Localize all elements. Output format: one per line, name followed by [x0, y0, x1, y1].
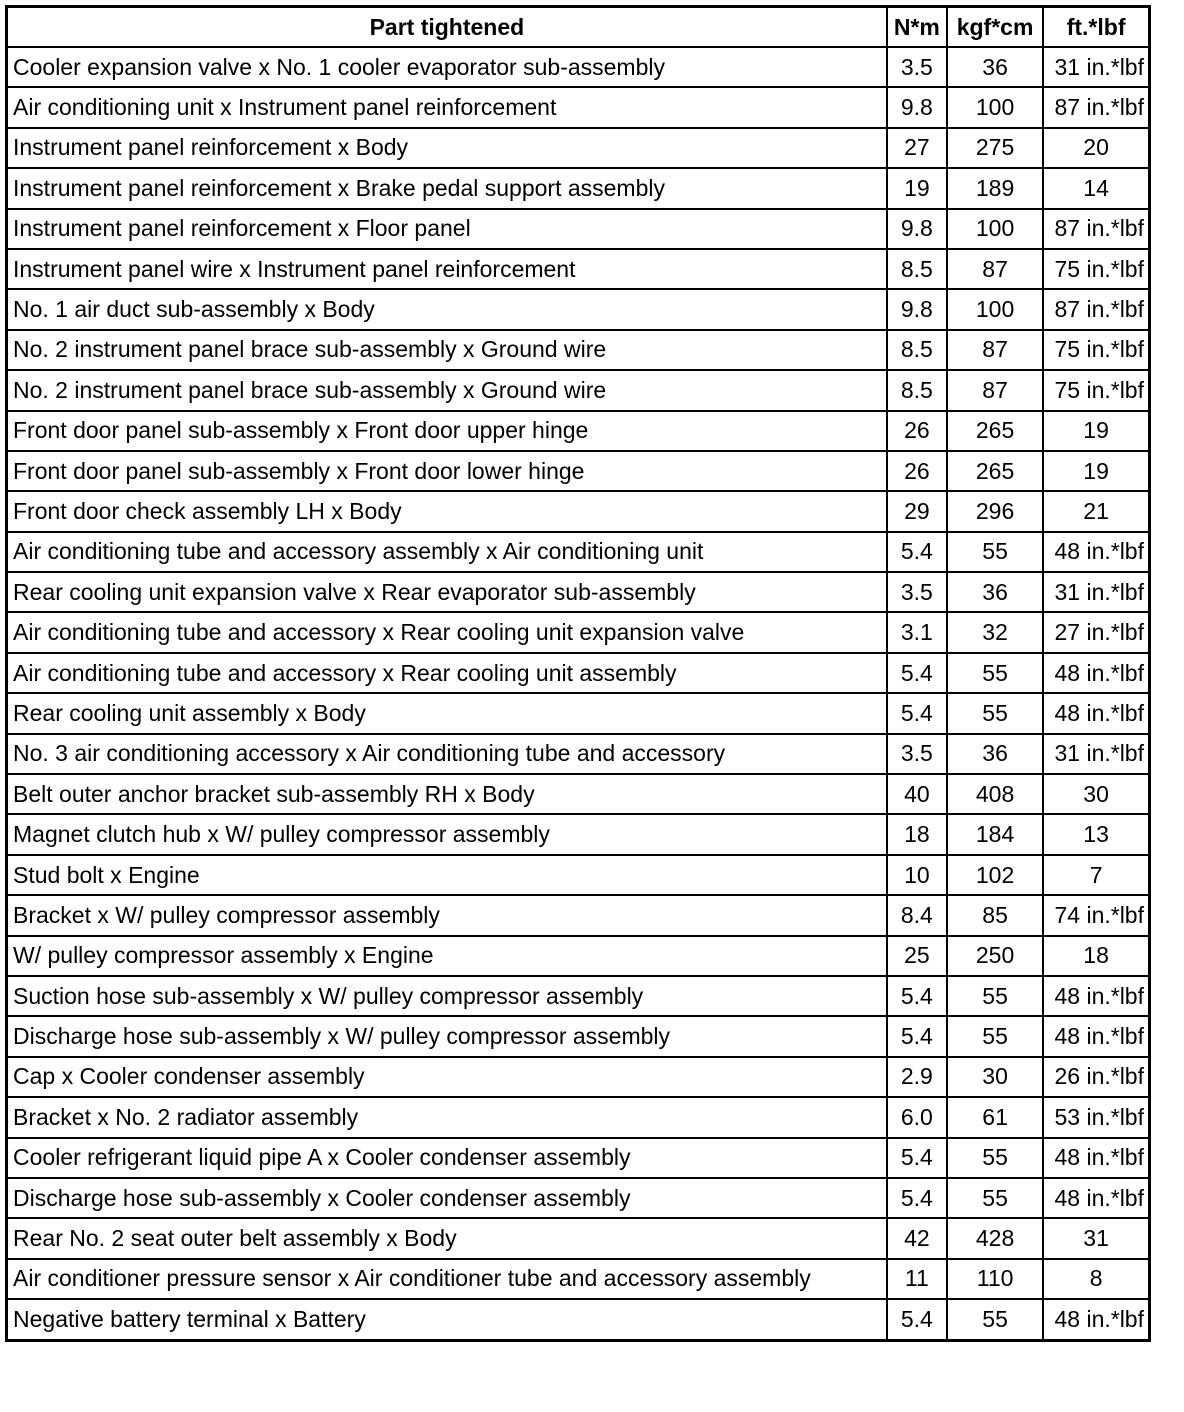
part-tightened-cell: No. 2 instrument panel brace sub-assembly x Ground wire	[7, 330, 887, 370]
torque-ft-lbf-cell: 87 in.*lbf	[1043, 87, 1149, 127]
torque-ft-lbf-cell: 48 in.*lbf	[1043, 653, 1149, 693]
torque-nm-cell: 18	[887, 814, 947, 854]
table-header	[7, 7, 1150, 48]
torque-nm-cell: 5.4	[887, 1016, 947, 1056]
torque-ft-lbf-cell: 30	[1043, 774, 1149, 814]
table-row	[7, 1138, 1150, 1178]
torque-nm-cell: 9.8	[887, 87, 947, 127]
table-row	[7, 895, 1150, 935]
torque-nm-cell: 6.0	[887, 1097, 947, 1137]
table-row	[7, 128, 1150, 168]
part-tightened-cell: Magnet clutch hub x W/ pulley compressor assembly	[7, 814, 887, 854]
torque-kgf-cell: 55	[947, 1016, 1043, 1056]
table-body	[7, 47, 1150, 1340]
table-row	[7, 774, 1150, 814]
torque-nm-cell: 5.4	[887, 532, 947, 572]
torque-nm-cell: 40	[887, 774, 947, 814]
part-tightened-cell: Air conditioning tube and accessory assembly x Air conditioning unit	[7, 532, 887, 572]
header-kgf-cm: kgf*cm	[947, 7, 1043, 48]
part-tightened-cell: Air conditioning tube and accessory x Rear cooling unit expansion valve	[7, 612, 887, 652]
torque-nm-cell: 42	[887, 1218, 947, 1258]
torque-nm-cell: 5.4	[887, 976, 947, 1016]
torque-kgf-cell: 36	[947, 734, 1043, 774]
torque-ft-lbf-cell: 8	[1043, 1259, 1149, 1299]
torque-ft-lbf-cell: 75 in.*lbf	[1043, 249, 1149, 289]
table-row	[7, 1259, 1150, 1299]
torque-specification-table	[5, 5, 1151, 1342]
torque-kgf-cell: 184	[947, 814, 1043, 854]
table-row	[7, 1299, 1150, 1340]
table-row	[7, 814, 1150, 854]
part-tightened-cell: Stud bolt x Engine	[7, 855, 887, 895]
torque-ft-lbf-cell: 75 in.*lbf	[1043, 330, 1149, 370]
torque-nm-cell: 2.9	[887, 1057, 947, 1097]
part-tightened-cell: Bracket x W/ pulley compressor assembly	[7, 895, 887, 935]
torque-ft-lbf-cell: 87 in.*lbf	[1043, 289, 1149, 329]
torque-ft-lbf-cell: 31	[1043, 1218, 1149, 1258]
torque-ft-lbf-cell: 48 in.*lbf	[1043, 1299, 1149, 1340]
table-row	[7, 289, 1150, 329]
table-row	[7, 1178, 1150, 1218]
table-row	[7, 491, 1150, 531]
part-tightened-cell: No. 1 air duct sub-assembly x Body	[7, 289, 887, 329]
part-tightened-cell: Bracket x No. 2 radiator assembly	[7, 1097, 887, 1137]
torque-kgf-cell: 61	[947, 1097, 1043, 1137]
table-row	[7, 47, 1150, 87]
part-tightened-cell: Negative battery terminal x Battery	[7, 1299, 887, 1340]
part-tightened-cell: Belt outer anchor bracket sub-assembly RH x Body	[7, 774, 887, 814]
torque-kgf-cell: 87	[947, 330, 1043, 370]
torque-kgf-cell: 55	[947, 1178, 1043, 1218]
torque-kgf-cell: 87	[947, 370, 1043, 410]
torque-ft-lbf-cell: 27 in.*lbf	[1043, 612, 1149, 652]
torque-ft-lbf-cell: 18	[1043, 936, 1149, 976]
torque-kgf-cell: 36	[947, 47, 1043, 87]
table-row	[7, 1016, 1150, 1056]
part-tightened-cell: Front door panel sub-assembly x Front door upper hinge	[7, 411, 887, 451]
torque-ft-lbf-cell: 26 in.*lbf	[1043, 1057, 1149, 1097]
torque-ft-lbf-cell: 48 in.*lbf	[1043, 693, 1149, 733]
torque-kgf-cell: 100	[947, 87, 1043, 127]
torque-kgf-cell: 102	[947, 855, 1043, 895]
torque-ft-lbf-cell: 19	[1043, 451, 1149, 491]
torque-nm-cell: 27	[887, 128, 947, 168]
torque-ft-lbf-cell: 14	[1043, 168, 1149, 208]
torque-nm-cell: 5.4	[887, 1138, 947, 1178]
header-newton-meter: N*m	[887, 7, 947, 48]
torque-nm-cell: 11	[887, 1259, 947, 1299]
table-row	[7, 1218, 1150, 1258]
torque-nm-cell: 9.8	[887, 209, 947, 249]
torque-kgf-cell: 55	[947, 1299, 1043, 1340]
table-row	[7, 87, 1150, 127]
torque-kgf-cell: 55	[947, 693, 1043, 733]
part-tightened-cell: Instrument panel reinforcement x Floor panel	[7, 209, 887, 249]
torque-nm-cell: 3.1	[887, 612, 947, 652]
torque-kgf-cell: 100	[947, 209, 1043, 249]
part-tightened-cell: Rear No. 2 seat outer belt assembly x Body	[7, 1218, 887, 1258]
torque-nm-cell: 5.4	[887, 1299, 947, 1340]
torque-nm-cell: 3.5	[887, 47, 947, 87]
part-tightened-cell: Rear cooling unit assembly x Body	[7, 693, 887, 733]
table-row	[7, 1097, 1150, 1137]
table-row	[7, 572, 1150, 612]
torque-nm-cell: 5.4	[887, 653, 947, 693]
part-tightened-cell: Air conditioning tube and accessory x Rear cooling unit assembly	[7, 653, 887, 693]
table-row	[7, 532, 1150, 572]
torque-nm-cell: 5.4	[887, 1178, 947, 1218]
torque-nm-cell: 8.5	[887, 330, 947, 370]
table-row	[7, 209, 1150, 249]
part-tightened-cell: Suction hose sub-assembly x W/ pulley compressor assembly	[7, 976, 887, 1016]
torque-ft-lbf-cell: 48 in.*lbf	[1043, 1016, 1149, 1056]
part-tightened-cell: Front door check assembly LH x Body	[7, 491, 887, 531]
table-row	[7, 734, 1150, 774]
table-row	[7, 855, 1150, 895]
torque-ft-lbf-cell: 48 in.*lbf	[1043, 1138, 1149, 1178]
torque-ft-lbf-cell: 21	[1043, 491, 1149, 531]
torque-kgf-cell: 32	[947, 612, 1043, 652]
torque-ft-lbf-cell: 7	[1043, 855, 1149, 895]
torque-nm-cell: 19	[887, 168, 947, 208]
part-tightened-cell: Instrument panel wire x Instrument panel reinforcement	[7, 249, 887, 289]
torque-kgf-cell: 36	[947, 572, 1043, 612]
torque-ft-lbf-cell: 74 in.*lbf	[1043, 895, 1149, 935]
torque-ft-lbf-cell: 48 in.*lbf	[1043, 976, 1149, 1016]
part-tightened-cell: Cooler refrigerant liquid pipe A x Cooler condenser assembly	[7, 1138, 887, 1178]
part-tightened-cell: Instrument panel reinforcement x Body	[7, 128, 887, 168]
part-tightened-cell: W/ pulley compressor assembly x Engine	[7, 936, 887, 976]
torque-nm-cell: 26	[887, 451, 947, 491]
torque-ft-lbf-cell: 19	[1043, 411, 1149, 451]
table-row	[7, 693, 1150, 733]
part-tightened-cell: Air conditioner pressure sensor x Air conditioner tube and accessory assembly	[7, 1259, 887, 1299]
torque-kgf-cell: 100	[947, 289, 1043, 329]
torque-ft-lbf-cell: 31 in.*lbf	[1043, 572, 1149, 612]
torque-kgf-cell: 87	[947, 249, 1043, 289]
torque-kgf-cell: 85	[947, 895, 1043, 935]
part-tightened-cell: Discharge hose sub-assembly x W/ pulley compressor assembly	[7, 1016, 887, 1056]
torque-ft-lbf-cell: 48 in.*lbf	[1043, 1178, 1149, 1218]
part-tightened-cell: Cooler expansion valve x No. 1 cooler evaporator sub-assembly	[7, 47, 887, 87]
header-part-tightened: Part tightened	[7, 7, 887, 48]
torque-ft-lbf-cell: 53 in.*lbf	[1043, 1097, 1149, 1137]
torque-nm-cell: 8.4	[887, 895, 947, 935]
part-tightened-cell: Discharge hose sub-assembly x Cooler condenser assembly	[7, 1178, 887, 1218]
torque-ft-lbf-cell: 31 in.*lbf	[1043, 47, 1149, 87]
torque-kgf-cell: 408	[947, 774, 1043, 814]
torque-nm-cell: 9.8	[887, 289, 947, 329]
torque-kgf-cell: 110	[947, 1259, 1043, 1299]
torque-kgf-cell: 189	[947, 168, 1043, 208]
header-ft-lbf: ft.*lbf	[1043, 7, 1149, 48]
torque-nm-cell: 25	[887, 936, 947, 976]
torque-nm-cell: 10	[887, 855, 947, 895]
torque-kgf-cell: 250	[947, 936, 1043, 976]
table-row	[7, 330, 1150, 370]
torque-ft-lbf-cell: 87 in.*lbf	[1043, 209, 1149, 249]
part-tightened-cell: Front door panel sub-assembly x Front door lower hinge	[7, 451, 887, 491]
torque-nm-cell: 8.5	[887, 370, 947, 410]
torque-kgf-cell: 55	[947, 653, 1043, 693]
part-tightened-cell: Air conditioning unit x Instrument panel reinforcement	[7, 87, 887, 127]
header-row	[7, 7, 1150, 48]
part-tightened-cell: No. 3 air conditioning accessory x Air conditioning tube and accessory	[7, 734, 887, 774]
torque-ft-lbf-cell: 31 in.*lbf	[1043, 734, 1149, 774]
table-row	[7, 168, 1150, 208]
torque-kgf-cell: 55	[947, 532, 1043, 572]
torque-nm-cell: 26	[887, 411, 947, 451]
table-row	[7, 653, 1150, 693]
table-row	[7, 936, 1150, 976]
torque-nm-cell: 3.5	[887, 572, 947, 612]
torque-nm-cell: 5.4	[887, 693, 947, 733]
part-tightened-cell: Cap x Cooler condenser assembly	[7, 1057, 887, 1097]
part-tightened-cell: No. 2 instrument panel brace sub-assembly x Ground wire	[7, 370, 887, 410]
torque-ft-lbf-cell: 20	[1043, 128, 1149, 168]
part-tightened-cell: Rear cooling unit expansion valve x Rear evaporator sub-assembly	[7, 572, 887, 612]
torque-kgf-cell: 275	[947, 128, 1043, 168]
torque-kgf-cell: 428	[947, 1218, 1043, 1258]
torque-kgf-cell: 30	[947, 1057, 1043, 1097]
torque-kgf-cell: 265	[947, 451, 1043, 491]
torque-ft-lbf-cell: 75 in.*lbf	[1043, 370, 1149, 410]
torque-nm-cell: 3.5	[887, 734, 947, 774]
table-row	[7, 976, 1150, 1016]
torque-kgf-cell: 55	[947, 1138, 1043, 1178]
table-row	[7, 451, 1150, 491]
torque-ft-lbf-cell: 13	[1043, 814, 1149, 854]
table-row	[7, 612, 1150, 652]
torque-kgf-cell: 265	[947, 411, 1043, 451]
table-row	[7, 411, 1150, 451]
torque-nm-cell: 8.5	[887, 249, 947, 289]
table-row	[7, 1057, 1150, 1097]
torque-nm-cell: 29	[887, 491, 947, 531]
torque-kgf-cell: 296	[947, 491, 1043, 531]
part-tightened-cell: Instrument panel reinforcement x Brake pedal support assembly	[7, 168, 887, 208]
torque-ft-lbf-cell: 48 in.*lbf	[1043, 532, 1149, 572]
table-row	[7, 370, 1150, 410]
table-row	[7, 249, 1150, 289]
torque-kgf-cell: 55	[947, 976, 1043, 1016]
